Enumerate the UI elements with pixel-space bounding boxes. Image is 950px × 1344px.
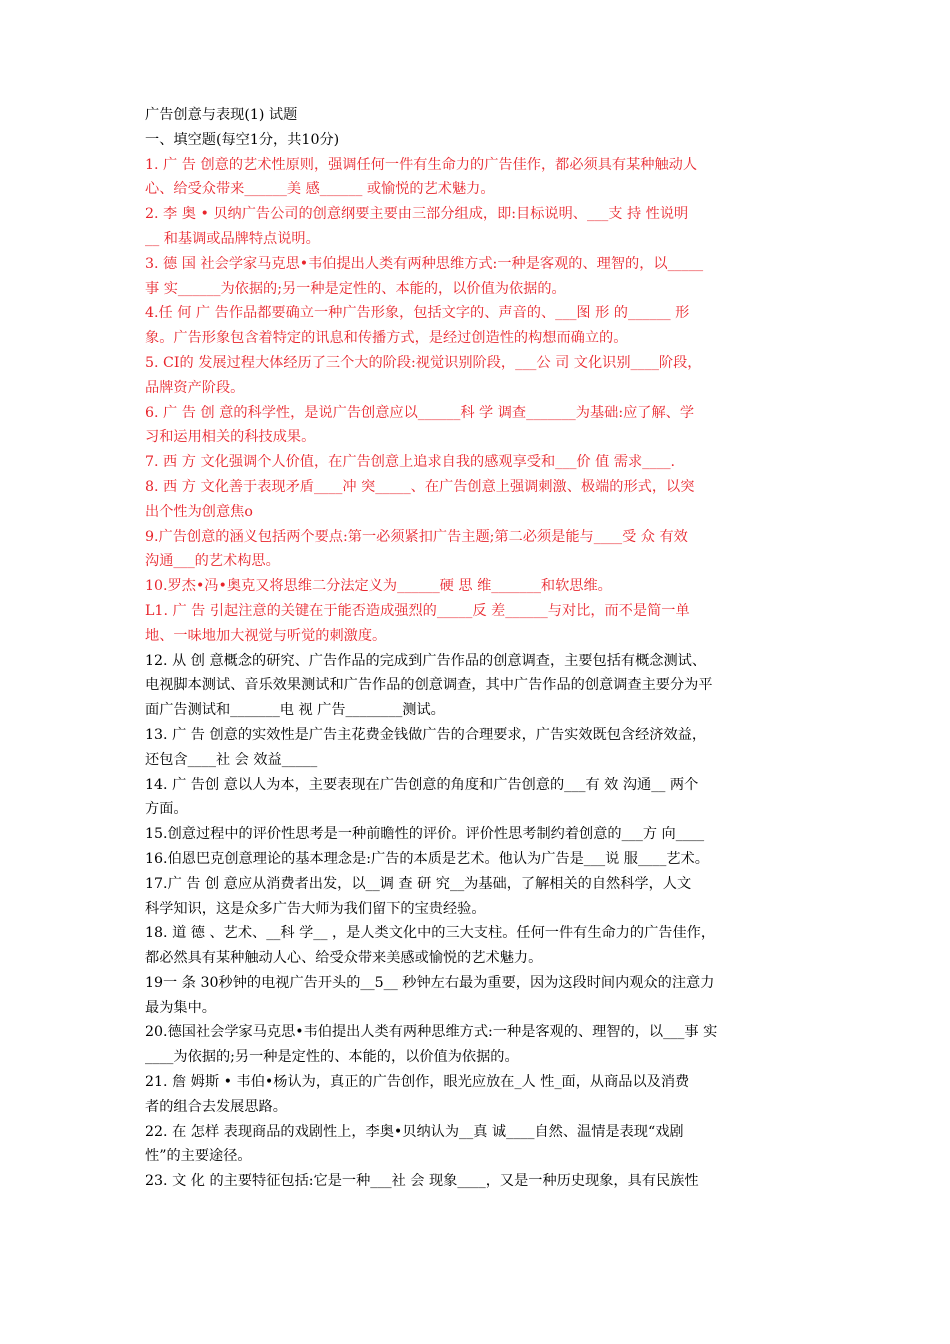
question-item <box>145 450 811 475</box>
question-line: 23. 文 化 的主要特征包括:它是一种___社 会 现象____，又是一种历史现象，具有民族性 <box>145 1173 699 1190</box>
question-line: 1. 广 告 创意的艺术性原则，强调任何一件有生命力的广告佳作，都必须具有某种触动人 <box>145 156 698 173</box>
question-line: 17.广 告 创 意应从消费者出发，以__调 查 研 究__为基础，了解相关的自然科学，人文 <box>145 875 692 892</box>
question-line: 都必然具有某种触动人心、给受众带来美感或愉悦的艺术魅力。 <box>145 950 543 967</box>
question-line: 出个性为创意焦o <box>145 503 253 520</box>
question-item <box>145 401 811 451</box>
question-line: 12. 从 创 意概念的研究、广告作品的完成到广告作品的创意调查，主要包括有概念测试、 <box>145 652 707 669</box>
question-line: 21. 詹 姆斯 • 韦伯•杨认为，真正的广告创作，眼光应放在_人 性_面，从商品以及消费 <box>145 1074 690 1091</box>
question-item <box>145 525 811 575</box>
question-line: 习和运用相关的科技成果。 <box>145 429 316 446</box>
question-item <box>145 153 811 203</box>
question-item <box>145 475 811 525</box>
question-line: __ 和基调或品牌特点说明。 <box>145 230 320 247</box>
question-line: 22. 在 怎样 表现商品的戏剧性上，李奥•贝纳认为__真 诚____自然、温情是表现“戏剧 <box>145 1123 684 1140</box>
question-line: 3. 德 国 社会学家马克思•韦伯提出人类有两种思维方式:一种是客观的、理智的，以_____ <box>145 255 704 272</box>
question-line: 4.任 何 广 告作品都要确立一种广告形象，包括文字的、声音的、___图 形 的______ 形 <box>145 305 690 322</box>
question-item <box>145 574 811 599</box>
section-heading: 一、填空题(每空1分，共10分) <box>145 131 340 148</box>
question-list <box>145 153 811 1194</box>
question-line: 心、给受众带来______美 感______ 或愉悦的艺术魅力。 <box>145 181 495 198</box>
question-line: 者的组合去发展思路。 <box>145 1098 287 1115</box>
question-item <box>145 351 811 401</box>
question-line: 14. 广 告创 意以人为本，主要表现在广告创意的角度和广告创意的___有 效 沟通__ 两个 <box>145 776 699 793</box>
question-line: 沟通___的艺术构思。 <box>145 553 280 570</box>
question-line: 事 实______为依据的;另一种是定性的、本能的，以价值为依据的。 <box>145 280 566 297</box>
question-line: 13. 广 告 创意的实效性是广告主花费金钱做广告的合理要求，广告实效既包含经济效益， <box>145 726 707 743</box>
question-item <box>145 1020 811 1070</box>
question-item <box>145 1169 811 1194</box>
question-line: 品牌资产阶段。 <box>145 379 245 396</box>
question-item <box>145 1120 811 1170</box>
question-line: 2. 李 奥 • 贝纳广告公司的创意纲要主要由三部分组成，即:目标说明、___支 持 性说明 <box>145 206 689 223</box>
question-line: 最为集中。 <box>145 999 216 1016</box>
question-line: 还包含____社 会 效益_____ <box>145 751 318 768</box>
question-line: 19一 条 30秒钟的电视广告开头的__5__ 秒钟左右最为重要，因为这段时间内观众的注意力 <box>145 974 715 991</box>
question-item <box>145 723 811 773</box>
question-item <box>145 971 811 1021</box>
question-line: 性”的主要途径。 <box>145 1148 252 1165</box>
question-line: 15.创意过程中的评价性思考是一种前瞻性的评价。评价性思考制约着创意的___方 向____ <box>145 826 705 843</box>
question-item <box>145 649 811 723</box>
question-line: 20.德国社会学家马克思•韦伯提出人类有两种思维方式:一种是客观的、理智的，以___事 实 <box>145 1024 718 1041</box>
question-item <box>145 301 811 351</box>
question-line: 象。广告形象包含着特定的讯息和传播方式，是经过创造性的构想而确立的。 <box>145 330 628 347</box>
document-page <box>145 103 811 1194</box>
question-line: L1. 广 告 引起注意的关键在于能否造成强烈的_____反 差______与对比，而不是简一单 <box>145 602 690 619</box>
question-item <box>145 252 811 302</box>
question-item <box>145 773 811 823</box>
question-line: 8. 西 方 文化善于表现矛盾____冲 突_____、在广告创意上强调刺激、极端的形式，以突 <box>145 478 695 495</box>
question-item <box>145 921 811 971</box>
question-line: 地、一味地加大视觉与听觉的刺激度。 <box>145 627 387 644</box>
question-line: 7. 西 方 文化强调个人价值，在广告创意上追求自我的感观享受和___价 值 需求____. <box>145 454 676 471</box>
question-item <box>145 1070 811 1120</box>
question-line: 18. 道 德 、艺术、__科 学__ ，是人类文化中的三大支柱。任何一件有生命力的广告佳作， <box>145 925 716 942</box>
document-title: 广告创意与表现(1) 试题 <box>145 107 298 123</box>
question-line: 6. 广 告 创 意的科学性，是说广告创意应以______科 学 调查_______为基础:应了解、学 <box>145 404 695 421</box>
question-line: 10.罗杰•冯•奥克又将思维二分法定义为______硬 思 维_______和软思维。 <box>145 578 612 595</box>
question-line: 16.伯恩巴克创意理论的基本理念是:广告的本质是艺术。他认为广告是___说 服____艺术。 <box>145 850 709 867</box>
question-item <box>145 599 811 649</box>
question-line: 5. CI的 发展过程大体经历了三个大的阶段:视觉识别阶段，___公 司 文化识别____阶段， <box>145 354 702 371</box>
question-line: ____为依据的;另一种是定性的、本能的，以价值为依据的。 <box>145 1049 519 1066</box>
question-line: 面广告测试和_______电 视 广告________测试。 <box>145 702 445 719</box>
question-line: 9.广告创意的涵义包括两个要点:第一必须紧扣广告主题;第二必须是能与____受 众 有效 <box>145 528 688 545</box>
question-line: 电视脚本测试、音乐效果测试和广告作品的创意调查，其中广告作品的创意调查主要分为平 <box>145 677 713 694</box>
question-item <box>145 847 811 872</box>
question-line: 方面。 <box>145 801 188 818</box>
question-item <box>145 202 811 252</box>
question-line: 科学知识，这是众多广告大师为我们留下的宝贵经验。 <box>145 900 486 917</box>
question-item <box>145 822 811 847</box>
question-item <box>145 872 811 922</box>
